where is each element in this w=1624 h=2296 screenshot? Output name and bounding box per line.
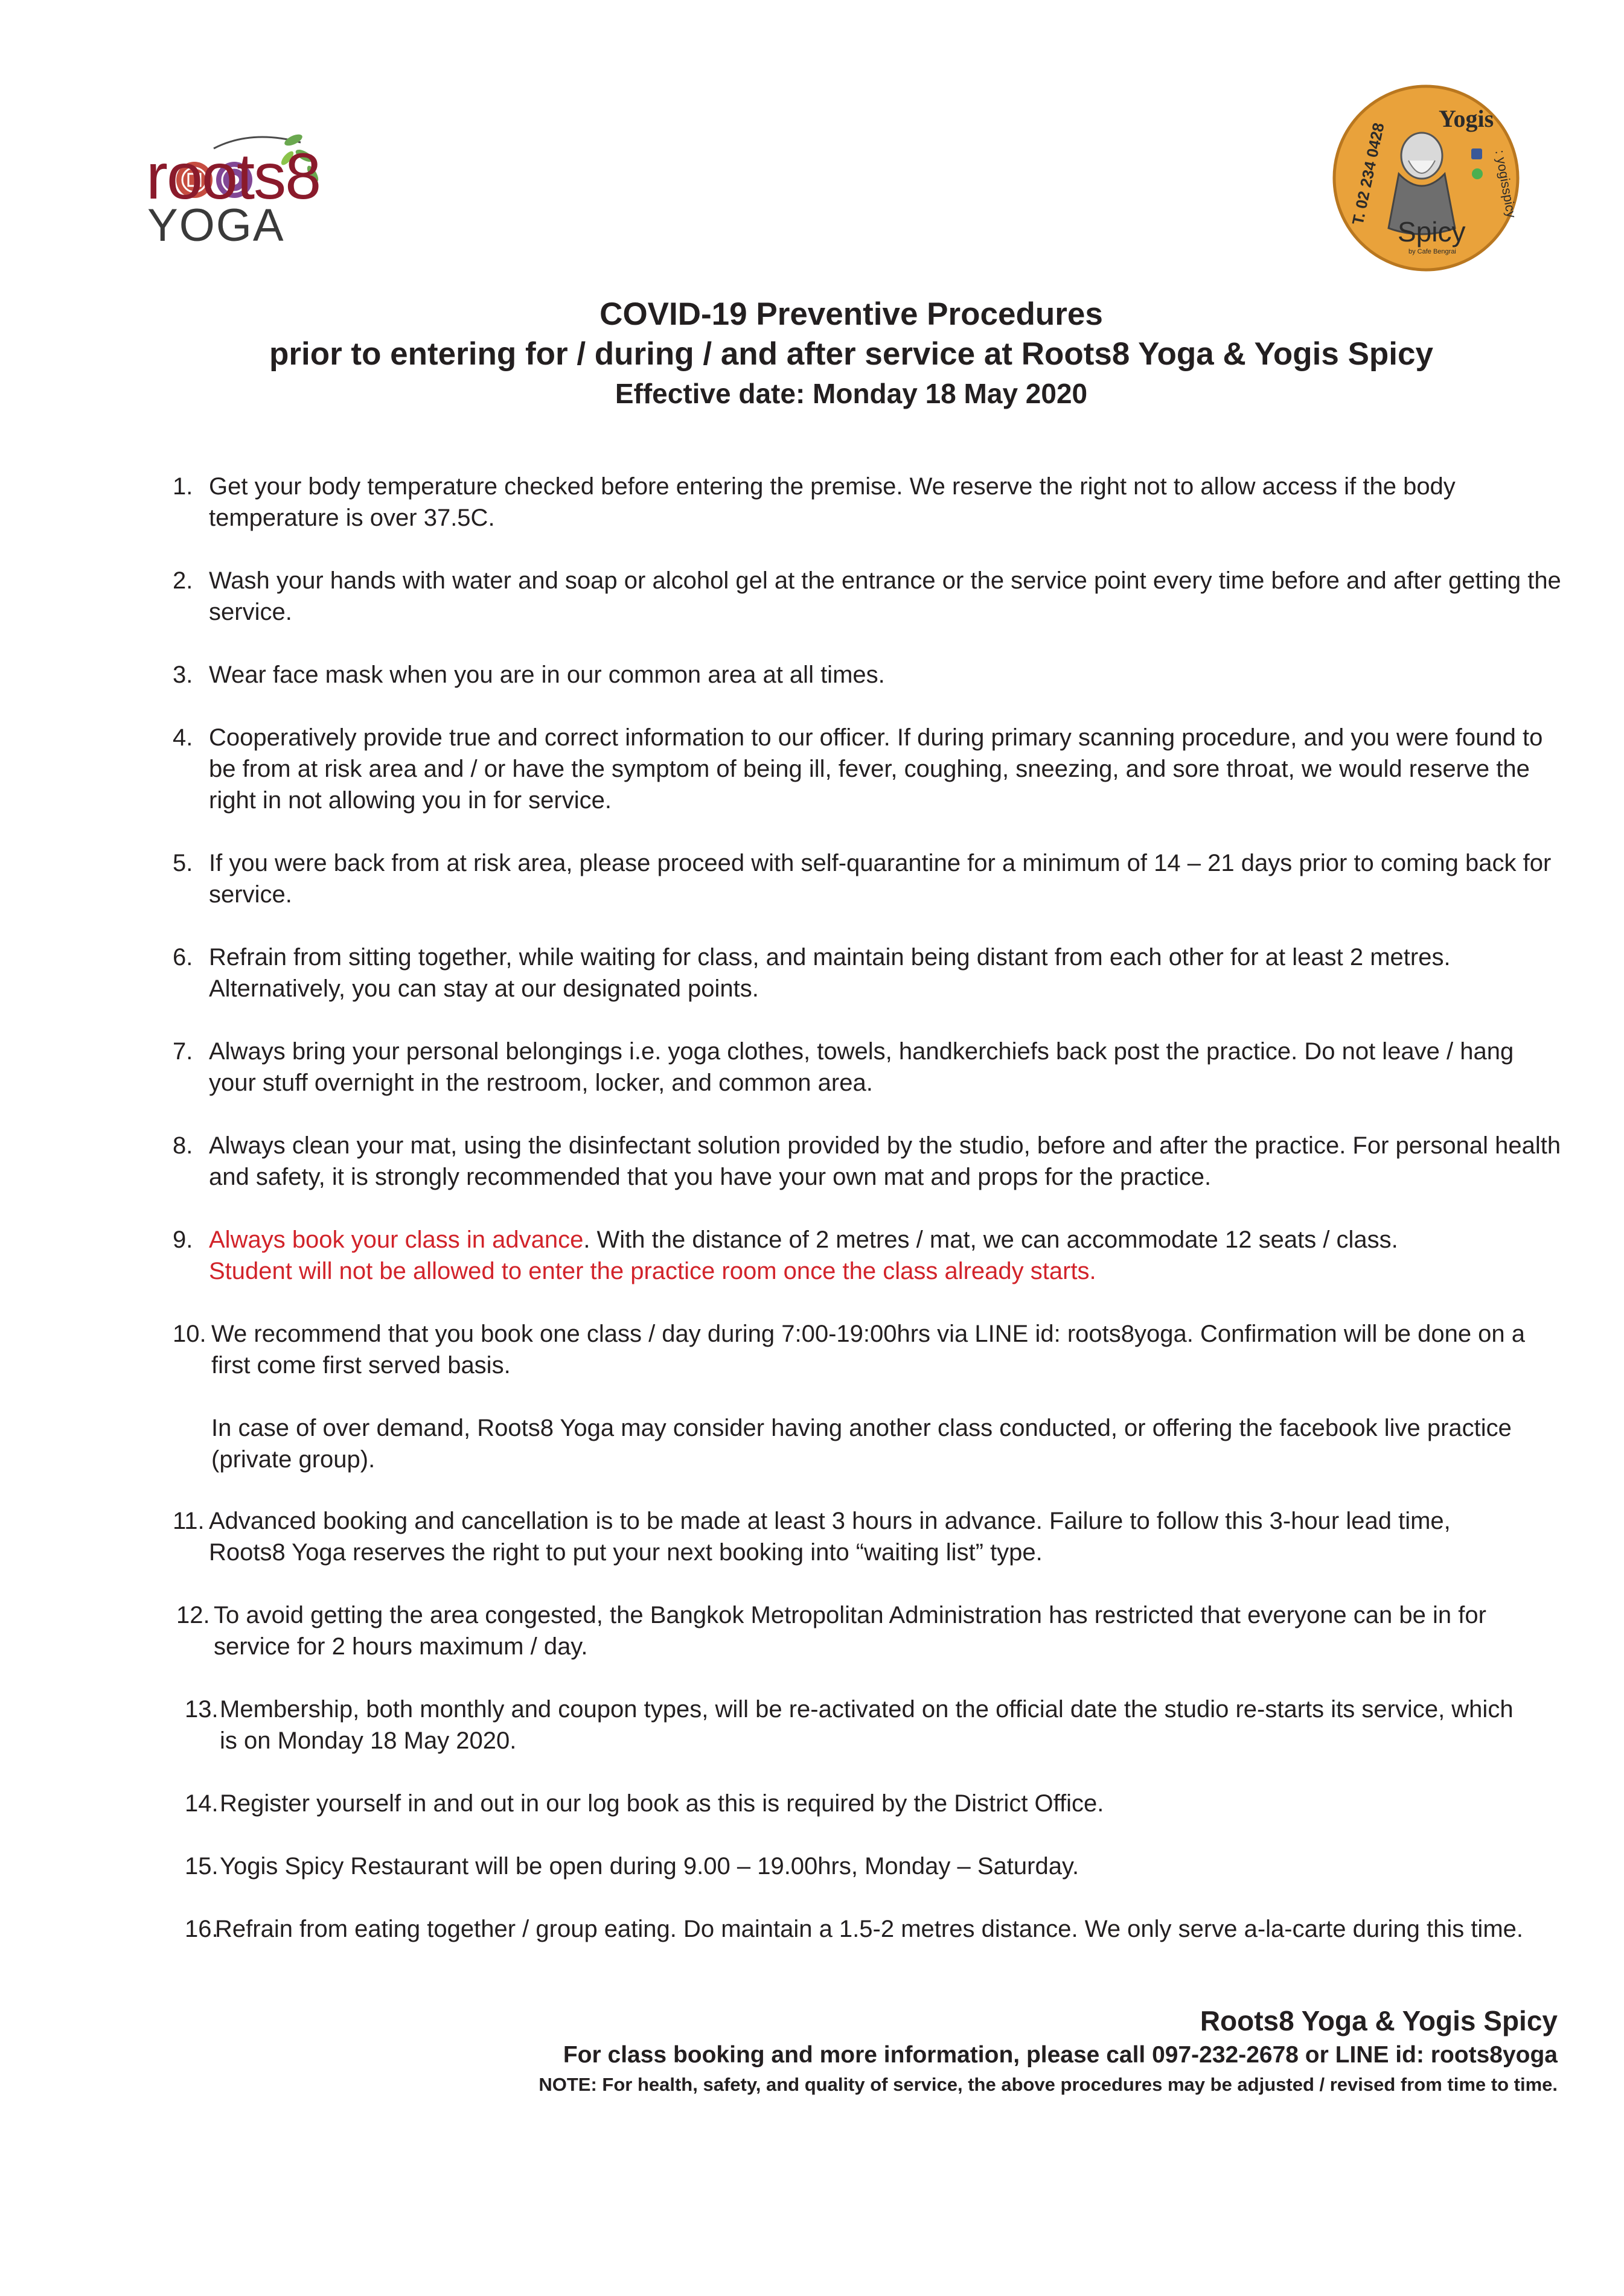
item-text: Wear face mask when you are in our common area at all times. bbox=[209, 662, 885, 688]
yogis-handle: : yogisspicy bbox=[1492, 148, 1520, 219]
item-text: To avoid getting the area congested, the Bangkok Metropolitan Administration has restricted that everyone can be in for service for 2 hours maximum / day. bbox=[214, 1602, 1486, 1660]
roots8-yoga-wordmark: YOGA bbox=[147, 200, 285, 251]
list-item bbox=[173, 847, 1561, 910]
item-number: 5. bbox=[173, 850, 193, 876]
item-text: Get your body temperature checked before entering the premise. We reserve the right not to allow access if the body temperature is over 37.5C. bbox=[209, 473, 1456, 531]
list-item bbox=[185, 1788, 1548, 1819]
roots8-wordmark: roots8 bbox=[146, 139, 321, 212]
item-text: Membership, both monthly and coupon types, will be re-activated on the official date the studio re-starts its service, which is on Monday 18 May 2020. bbox=[220, 1696, 1514, 1754]
yogis-brand-top: Yogis bbox=[1439, 105, 1494, 132]
item-number: 4. bbox=[173, 724, 193, 751]
list-item bbox=[185, 1851, 1548, 1882]
list-item bbox=[185, 1694, 1524, 1756]
item-number: 7. bbox=[173, 1038, 193, 1065]
item-text: If you were back from at risk area, please proceed with self-quarantine for a minimum of 14 – 21 days prior to coming back for service. bbox=[209, 850, 1552, 908]
item-text: Always clean your mat, using the disinfectant solution provided by the studio, before and after the practice. For personal health and safety, it is strongly recommended that you have your own mat and props for the practice. bbox=[209, 1132, 1561, 1190]
item-text: Refrain from sitting together, while waiting for class, and maintain being distant from each other for at least 2 metres. Alternatively, you can stay at our designated points. bbox=[209, 944, 1451, 1002]
footer-organisation: Roots8 Yoga & Yogis Spicy bbox=[1200, 2005, 1558, 2036]
list-item bbox=[173, 1130, 1561, 1193]
footer bbox=[539, 2003, 1558, 2098]
item-text: Yogis Spicy Restaurant will be open during 9.00 – 19.00hrs, Monday – Saturday. bbox=[220, 1853, 1079, 1880]
booking-warning: Always book your class in advance bbox=[209, 1226, 584, 1253]
footer-booking-info: For class booking and more information, please call 097-232-2678 or LINE id: roots8yoga bbox=[563, 2042, 1558, 2068]
page-subtitle: prior to entering for / during / and after service at Roots8 Yoga & Yogis Spicy bbox=[269, 336, 1433, 372]
list-item bbox=[173, 942, 1561, 1004]
item-text: Refrain from eating together / group eating. Do maintain a 1.5-2 metres distance. We only serve a-la-carte during this time. bbox=[215, 1916, 1523, 1942]
list-item bbox=[176, 1599, 1524, 1662]
list-item bbox=[173, 471, 1561, 534]
page-title: COVID-19 Preventive Procedures bbox=[599, 296, 1103, 332]
list-item bbox=[185, 1913, 1525, 1945]
list-item bbox=[173, 1318, 1564, 1475]
item-text: Wash your hands with water and soap or alcohol gel at the entrance or the service point every time before and after getting the service. bbox=[209, 567, 1561, 625]
list-item bbox=[173, 565, 1561, 628]
item-number: 14. bbox=[185, 1790, 219, 1817]
item-number: 2. bbox=[173, 567, 193, 594]
item-number: 8. bbox=[173, 1132, 193, 1159]
item-text: Cooperatively provide true and correct information to our officer. If during primary scanning procedure, and you were found to be from at risk area and / or have the symptom of being ill, fever, coughing, sneezing, and sore throat, we would reserve the right in not allowing you in for service. bbox=[209, 724, 1543, 814]
item-text: Register yourself in and out in our log book as this is required by the District Office. bbox=[220, 1790, 1104, 1817]
item-text: We recommend that you book one class / day during 7:00-19:00hrs via LINE id: roots8yoga. Confirmation will be done on a first come first served basis. bbox=[211, 1321, 1526, 1379]
list-item bbox=[173, 1036, 1561, 1099]
item-number: 9. bbox=[173, 1226, 193, 1253]
effective-date: Effective date: Monday 18 May 2020 bbox=[615, 378, 1088, 409]
item-text bbox=[209, 1224, 1561, 1287]
item-number: 11. bbox=[173, 1508, 205, 1534]
list-item bbox=[173, 1224, 1561, 1287]
item-text-secondary: In case of over demand, Roots8 Yoga may consider having another class conducted, or offering the facebook live practice (private group). bbox=[211, 1415, 1512, 1473]
list-item bbox=[173, 659, 1561, 690]
footer-note: NOTE: For health, safety, and quality of service, the above procedures may be adjusted / revised from time to time. bbox=[539, 2074, 1558, 2095]
item-number: 15. bbox=[185, 1853, 219, 1880]
item-number: 12. bbox=[176, 1602, 210, 1628]
late-entry-warning: Student will not be allowed to enter the practice room once the class already starts. bbox=[209, 1258, 1096, 1284]
yogis-phone: T. 02 234 0428 bbox=[1348, 121, 1388, 227]
item-number: 13. bbox=[185, 1696, 219, 1723]
item-number: 16. bbox=[185, 1916, 219, 1942]
item-number: 3. bbox=[173, 662, 193, 688]
capacity-text: . With the distance of 2 metres / mat, we can accommodate 12 seats / class. bbox=[583, 1226, 1398, 1253]
item-text: Advanced booking and cancellation is to be made at least 3 hours in advance. Failure to follow this 3-hour lead time, Roots8 Yoga reserves the right to put your next booking into “waiting list” type. bbox=[209, 1508, 1451, 1566]
yogis-brand-main: Spicy bbox=[1398, 216, 1466, 247]
item-number: 6. bbox=[173, 944, 193, 971]
list-item bbox=[173, 722, 1561, 816]
item-number: 10. bbox=[173, 1321, 206, 1347]
item-number: 1. bbox=[173, 473, 193, 500]
list-item bbox=[173, 1505, 1525, 1568]
yogis-tagline: by Cafe Bengrai bbox=[1408, 248, 1456, 255]
item-text: Always bring your personal belongings i.e. yoga clothes, towels, handkerchiefs back post the practice. Do not leave / hang your stuff overnight in the restroom, locker, and common area. bbox=[209, 1038, 1514, 1096]
